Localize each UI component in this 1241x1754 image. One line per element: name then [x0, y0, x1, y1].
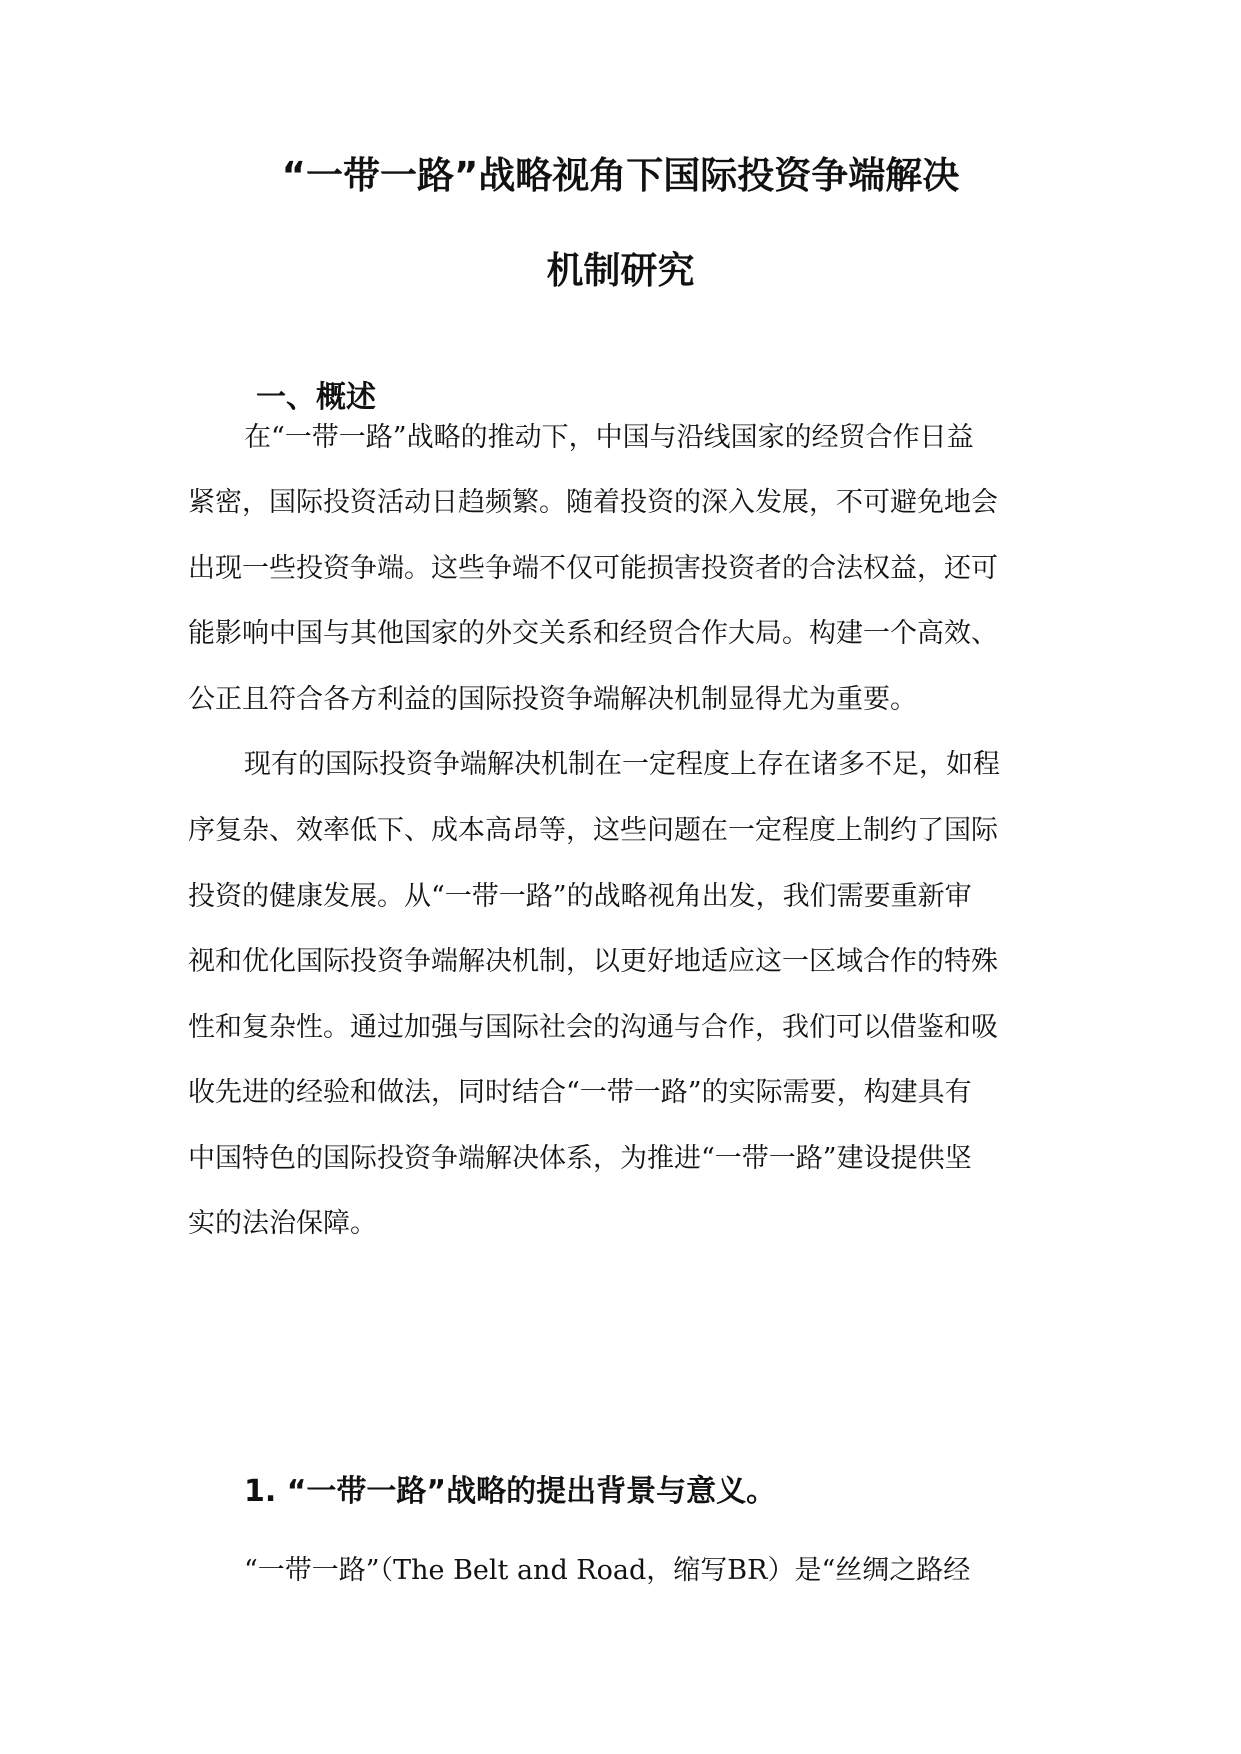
paragraph-line: 现有的国际投资争端解决机制在一定程度上存在诸多不足，如程	[244, 749, 1000, 780]
document-title-line-1: “一带一路”战略视角下国际投资争端解决	[281, 154, 960, 197]
paragraph-line: 紧密，国际投资活动日趋频繁。随着投资的深入发展，不可避免地会	[188, 487, 998, 518]
paragraph-line: 公正且符合各方利益的国际投资争端解决机制显得尤为重要。	[188, 684, 917, 715]
paragraph-line: 视和优化国际投资争端解决机制，以更好地适应这一区域合作的特殊	[188, 946, 998, 977]
section-heading-overview: 一、概述	[256, 380, 376, 415]
subsection-heading-background: 1. “一带一路”战略的提出背景与意义。	[244, 1474, 777, 1509]
paragraph-line: 出现一些投资争端。这些争端不仅可能损害投资者的合法权益，还可	[188, 553, 998, 584]
paragraph-line: 收先进的经验和做法，同时结合“一带一路”的实际需要，构建具有	[188, 1077, 972, 1108]
paragraph-line: “一带一路”（The Belt and Road，缩写BR）是“丝绸之路经	[244, 1555, 971, 1586]
document-title-line-2: 机制研究	[546, 249, 695, 292]
paragraph-line: 性和复杂性。通过加强与国际社会的沟通与合作，我们可以借鉴和吸	[188, 1012, 998, 1043]
paragraph-line: 投资的健康发展。从“一带一路”的战略视角出发，我们需要重新审	[188, 881, 972, 912]
paragraph-line: 在“一带一路”战略的推动下，中国与沿线国家的经贸合作日益	[244, 422, 974, 453]
paragraph-line: 实的法治保障。	[188, 1208, 377, 1239]
paragraph-line: 能影响中国与其他国家的外交关系和经贸合作大局。构建一个高效、	[188, 618, 998, 649]
paragraph-line: 序复杂、效率低下、成本高昂等，这些问题在一定程度上制约了国际	[188, 815, 998, 846]
paragraph-line: 中国特色的国际投资争端解决体系，为推进“一带一路”建设提供坚	[188, 1143, 972, 1174]
